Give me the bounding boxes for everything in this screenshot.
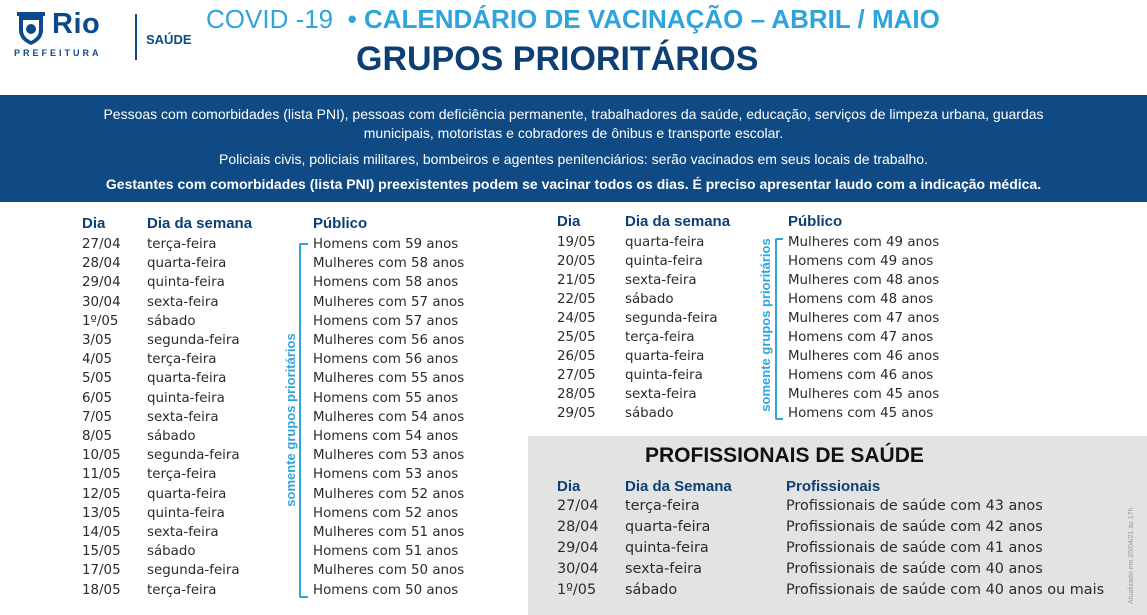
row-weekday: sexta-feira: [625, 273, 697, 288]
row-public: Mulheres com 49 anos: [788, 235, 940, 250]
header-public: Profissionais: [786, 478, 881, 495]
row-public: Profissionais de saúde com 41 anos: [786, 540, 1043, 556]
row-weekday: quarta-feira: [625, 519, 711, 535]
row-day: 18/05: [82, 582, 121, 598]
row-public: Homens com 49 anos: [788, 254, 934, 269]
row-day: 24/05: [557, 311, 596, 326]
row-public: Homens com 52 anos: [313, 505, 459, 521]
row-public: Homens com 58 anos: [313, 275, 459, 291]
update-note: Atualizado em 20/04/21 às 17h: [1128, 507, 1135, 604]
row-weekday: terça-feira: [147, 582, 217, 598]
row-weekday: sábado: [625, 292, 674, 307]
coat-of-arms-icon: [14, 12, 48, 46]
row-day: 12/05: [82, 486, 121, 502]
row-day: 1º/05: [557, 582, 597, 598]
row-public: Mulheres com 57 anos: [313, 294, 465, 310]
header-day: Dia: [557, 213, 581, 230]
row-day: 7/05: [82, 409, 113, 425]
row-public: Homens com 46 anos: [788, 368, 934, 383]
row-public: Mulheres com 56 anos: [313, 333, 465, 348]
row-weekday: sexta-feira: [625, 387, 697, 402]
row-public: Homens com 50 anos: [313, 582, 459, 598]
row-day: 28/04: [557, 519, 599, 535]
row-public: Mulheres com 55 anos: [313, 371, 465, 387]
table-row: [82, 525, 502, 544]
row-day: 29/04: [82, 275, 121, 291]
row-day: 30/04: [557, 561, 599, 577]
row-public: Homens com 53 anos: [313, 467, 459, 483]
title-prefix: COVID -19: [206, 4, 334, 34]
info-banner: [0, 95, 1147, 202]
row-weekday: quarta-feira: [147, 256, 227, 272]
row-day: 1º/05: [82, 313, 119, 329]
row-day: 20/05: [557, 254, 596, 269]
row-weekday: quinta-feira: [625, 540, 709, 556]
table-row: [557, 519, 1142, 538]
row-day: 27/04: [82, 237, 121, 252]
row-weekday: quarta-feira: [625, 235, 705, 250]
row-day: 29/04: [557, 540, 599, 556]
row-day: 19/05: [557, 235, 596, 250]
row-public: Homens com 56 anos: [313, 352, 459, 368]
row-weekday: terça-feira: [147, 467, 217, 483]
row-day: 3/05: [82, 333, 113, 348]
row-public: Homens com 55 anos: [313, 390, 459, 406]
row-public: Mulheres com 45 anos: [788, 387, 940, 402]
header-day: Dia: [82, 215, 106, 232]
row-day: 8/05: [82, 429, 113, 444]
page-subtitle: GRUPOS PRIORITÁRIOS: [356, 40, 759, 78]
row-public: Homens com 57 anos: [313, 313, 459, 329]
row-public: Mulheres com 58 anos: [313, 256, 465, 272]
header-weekday: Dia da semana: [625, 213, 731, 230]
row-public: Homens com 59 anos: [313, 237, 459, 252]
row-weekday: segunda-feira: [147, 333, 240, 348]
row-day: 27/04: [557, 498, 599, 514]
row-public: Profissionais de saúde com 40 anos ou mais: [786, 582, 1105, 598]
table-row: [82, 563, 502, 582]
table-row: [557, 498, 1142, 517]
row-weekday: terça-feira: [625, 330, 695, 345]
banner-line-2: Policiais civis, policiais militares, bombeiros e agentes penitenciários: serão vacinados em seus locais de trabalho.: [219, 151, 928, 167]
row-weekday: quinta-feira: [625, 368, 703, 383]
table-row: [82, 544, 502, 563]
table-row: [557, 540, 1142, 559]
row-day: 6/05: [82, 390, 113, 406]
row-weekday: sábado: [625, 582, 678, 598]
row-public: Homens com 54 anos: [313, 429, 459, 444]
row-public: Homens com 47 anos: [788, 330, 934, 345]
left-bracket-label: somente grupos prioritários: [283, 333, 298, 507]
row-public: Homens com 45 anos: [788, 406, 934, 421]
row-weekday: sexta-feira: [625, 561, 702, 577]
row-public: Homens com 48 anos: [788, 292, 934, 307]
row-weekday: quinta-feira: [147, 390, 225, 406]
row-day: 22/05: [557, 292, 596, 307]
logo-divider: [135, 14, 137, 60]
table-row: [82, 275, 502, 294]
row-weekday: quinta-feira: [147, 505, 225, 521]
row-public: Mulheres com 54 anos: [313, 409, 465, 425]
row-weekday: sábado: [147, 429, 196, 444]
page-title: [206, 4, 940, 35]
row-day: 5/05: [82, 371, 113, 387]
row-day: 21/05: [557, 273, 596, 288]
table-row: [82, 583, 502, 602]
row-public: Mulheres com 47 anos: [788, 311, 940, 326]
row-public: Mulheres com 51 anos: [313, 525, 465, 540]
row-weekday: sexta-feira: [147, 409, 219, 425]
header-weekday: Dia da Semana: [625, 478, 732, 495]
row-weekday: segunda-feira: [625, 311, 718, 326]
row-public: Mulheres com 48 anos: [788, 273, 940, 288]
row-public: Profissionais de saúde com 43 anos: [786, 498, 1043, 514]
row-day: 15/05: [82, 544, 121, 560]
row-weekday: quinta-feira: [147, 275, 225, 291]
row-weekday: quarta-feira: [625, 349, 705, 364]
row-day: 14/05: [82, 525, 121, 540]
banner-line-3: Gestantes com comorbidades (lista PNI) preexistentes podem se vacinar todos os dias. É preciso apresentar laudo com a indicação médica.: [105, 176, 1042, 192]
title-main: CALENDÁRIO DE VACINAÇÃO – ABRIL / MAIO: [363, 4, 940, 34]
row-weekday: sábado: [147, 544, 196, 560]
header-public: Público: [788, 213, 843, 230]
row-day: 28/05: [557, 387, 596, 402]
row-weekday: terça-feira: [625, 498, 700, 514]
row-day: 28/04: [82, 256, 121, 272]
health-professionals-table: [557, 478, 1142, 613]
row-weekday: sábado: [625, 406, 674, 421]
table-row: [82, 237, 502, 256]
row-day: 11/05: [82, 467, 121, 483]
row-day: 13/05: [82, 505, 121, 521]
row-day: 17/05: [82, 563, 121, 579]
prefeitura-logo: [14, 8, 204, 62]
row-public: Profissionais de saúde com 40 anos: [786, 561, 1043, 577]
row-weekday: segunda-feira: [147, 448, 240, 464]
banner-line-1: Pessoas com comorbidades (lista PNI), pessoas com deficiência permanente, trabalhadores da saúde, educação, serviços de limpeza urbana, guardas municipais, motoristas e cobradores de ônibus e transporte escolar.: [103, 106, 1044, 141]
row-public: Mulheres com 53 anos: [313, 448, 465, 464]
row-weekday: sexta-feira: [147, 294, 219, 310]
row-weekday: quinta-feira: [625, 254, 703, 269]
row-day: 27/05: [557, 368, 596, 383]
row-public: Mulheres com 46 anos: [788, 349, 940, 364]
row-public: Profissionais de saúde com 42 anos: [786, 519, 1043, 535]
row-day: 10/05: [82, 448, 121, 464]
right-bracket-label: somente grupos prioritários: [758, 238, 773, 412]
row-day: 26/05: [557, 349, 596, 364]
row-public: Mulheres com 50 anos: [313, 563, 465, 579]
table-row: [82, 256, 502, 275]
row-weekday: quarta-feira: [147, 486, 227, 502]
row-day: 29/05: [557, 406, 596, 421]
row-day: 25/05: [557, 330, 596, 345]
header-public: Público: [313, 215, 368, 232]
header-day: Dia: [557, 478, 581, 495]
table-row: [557, 582, 1142, 601]
logo-department: SAÚDE: [146, 32, 192, 47]
left-bracket: [299, 243, 308, 598]
title-bullet: •: [340, 4, 364, 34]
row-weekday: quarta-feira: [147, 371, 227, 387]
health-professionals-title: PROFISSIONAIS DE SAÚDE: [645, 444, 924, 467]
logo-prefeitura-text: PREFEITURA: [14, 48, 102, 58]
row-weekday: sexta-feira: [147, 525, 219, 540]
header-weekday: Dia da semana: [147, 215, 253, 232]
row-weekday: segunda-feira: [147, 563, 240, 579]
right-bracket: [775, 238, 783, 420]
table-row: [557, 561, 1142, 580]
row-weekday: sábado: [147, 313, 196, 329]
logo-rio-text: Rio: [52, 8, 101, 40]
row-public: Homens com 51 anos: [313, 544, 459, 560]
row-weekday: terça-feira: [147, 352, 217, 368]
row-day: 30/04: [82, 294, 121, 310]
row-day: 4/05: [82, 352, 113, 368]
table-row: [82, 295, 502, 314]
row-public: Mulheres com 52 anos: [313, 486, 465, 502]
row-weekday: terça-feira: [147, 237, 217, 252]
